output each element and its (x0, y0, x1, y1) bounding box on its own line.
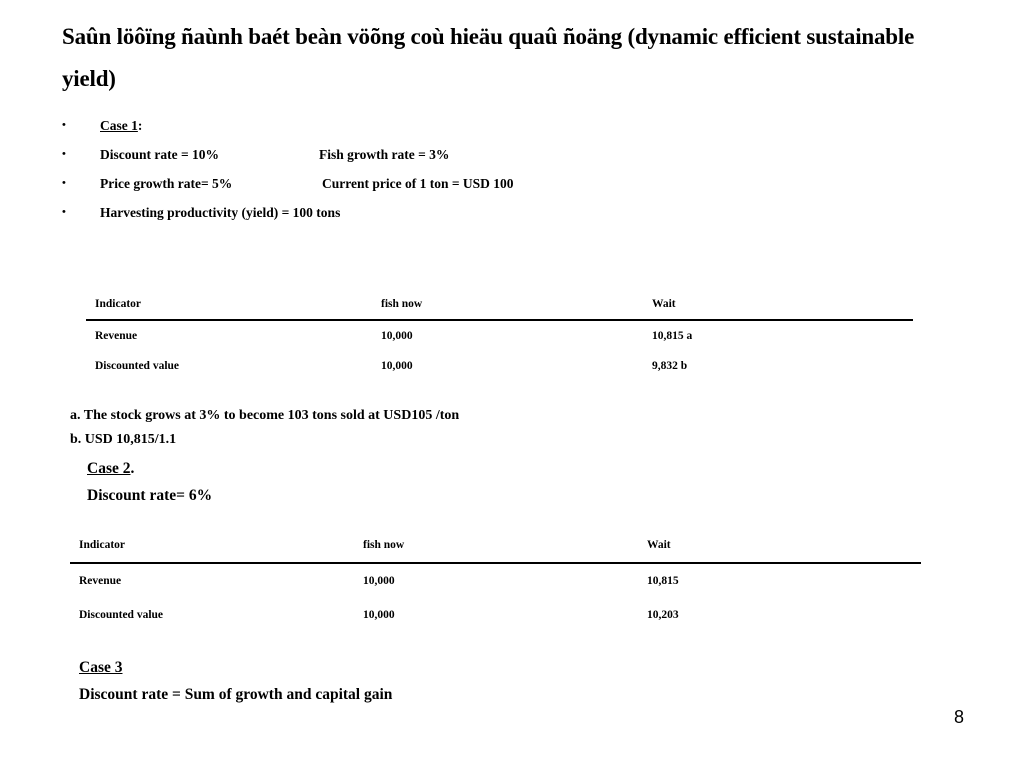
table-header-cell: Indicator (95, 298, 141, 310)
table-header-cell: fish now (381, 298, 423, 310)
table-cell: 9,832 b (652, 360, 688, 372)
case3-heading (79, 659, 122, 677)
table-cell: Discounted value (95, 360, 180, 372)
case2-table (70, 528, 921, 632)
table-cell: 10,000 (381, 360, 413, 372)
table-cell: 10,203 (647, 609, 679, 621)
table-header-cell: Indicator (79, 539, 125, 551)
table-cell: Discounted value (79, 609, 164, 621)
case2-discount: Discount rate= 6% (87, 487, 213, 504)
table-cell: Revenue (79, 575, 122, 587)
table-cell: 10,000 (381, 330, 413, 342)
table-header-cell: fish now (363, 539, 405, 551)
page-number: 8 (953, 707, 964, 727)
bullet-dot-icon: • (62, 119, 66, 131)
table-cell: 10,000 (363, 575, 395, 587)
case1-suffix: : (137, 118, 143, 133)
bullet-dot-icon: • (62, 206, 66, 218)
table-row (86, 320, 913, 351)
price-growth-text: Price growth rate= 5% (100, 176, 233, 191)
discount-rate-text: Discount rate = 10% (100, 147, 220, 162)
case1-label: Case 1 (100, 118, 138, 133)
table-header-cell: Wait (647, 539, 671, 551)
table-cell: 10,815 a (652, 330, 693, 342)
table-row (70, 563, 921, 598)
table-cell: Revenue (95, 330, 138, 342)
case2-label: Case 2 (87, 460, 131, 477)
table-header-row (86, 289, 913, 320)
case3-discount: Discount rate = Sum of growth and capital gain (79, 686, 393, 703)
harvesting-text: Harvesting productivity (yield) = 100 tons (100, 205, 341, 220)
slide-title: Saûn löôïng ñaùnh baét beàn vöõng coù hieäu quaû ñoäng (dynamic efficient sustainable yield) (62, 24, 915, 91)
table-header-cell: Wait (652, 298, 676, 310)
fish-growth-text: Fish growth rate = 3% (319, 147, 450, 162)
current-price-text: Current price of 1 ton = USD 100 (322, 176, 514, 191)
table-cell: 10,815 (647, 575, 679, 587)
bullet-dot-icon: • (62, 177, 66, 189)
table-header-row (70, 528, 921, 563)
footnote-a: a. The stock grows at 3% to become 103 tons sold at USD105 /ton (70, 408, 460, 423)
table-row (86, 351, 913, 381)
table-row (70, 598, 921, 632)
table-cell: 10,000 (363, 609, 395, 621)
case2-heading (87, 460, 134, 478)
case2-suffix: . (130, 460, 135, 477)
case1-table (86, 289, 913, 381)
case3-label: Case 3 (79, 659, 123, 676)
footnote-b: b. USD 10,815/1.1 (70, 432, 177, 447)
bullet-dot-icon: • (62, 148, 66, 160)
